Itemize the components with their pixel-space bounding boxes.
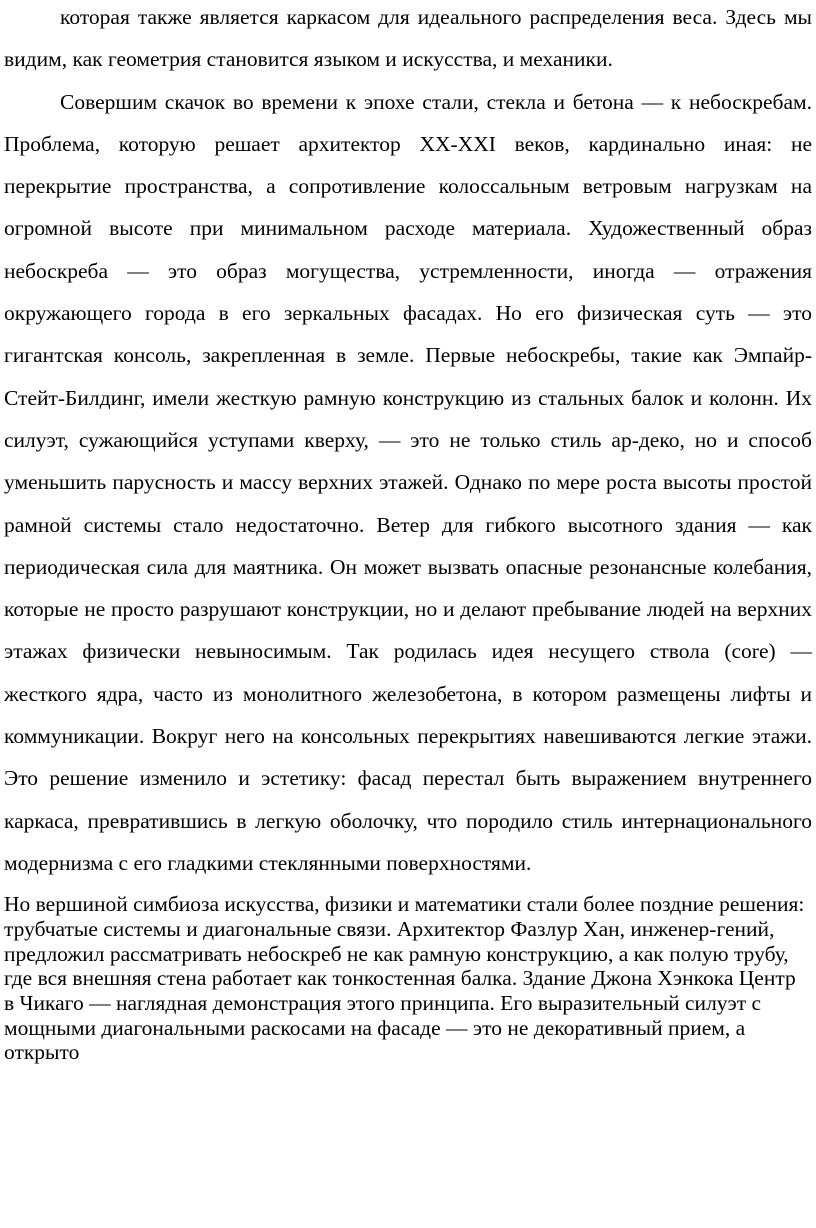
paragraph-skyscrapers: Совершим скачок во времени к эпохе стали, стекла и бетона — к небоскребам. Проблема, которую решает архитектор XX-XXI веков, кардинально иная: не перекрытие пространства, а сопротивление колоссальным ветровым нагрузкам на огромной высоте при минимальном расходе материала. Художественный образ небоскреба — это образ могущества, устремленности, иногда — отражения окружающего города в его зеркальных фасадах. Но его физическая суть — это гигантская консоль, закрепленная в земле. Первые небоскребы, такие как Эмпайр-Стейт-Билдинг, имели жесткую рамную конструкцию из стальных балок и колонн. Их силуэт, сужающийся уступами кверху, — это не только стиль ар-деко, но и способ уменьшить парусность и массу верхних этажей. Однако по мере роста высоты простой рамной системы стало недостаточно. Ветер для гибкого высотного здания — как периодическая сила для маятника. Он может вызвать опасные резонансные колебания, которые не просто разрушают конструкции, но и делают пребывание людей на верхних этажах физически невыносимым. Так родилась идея несущего ствола (core) — жесткого ядра, часто из монолитного железобетона, в котором размещены лифты и коммуникации. Вокруг него на консольных перекрытиях навешиваются легкие этажи. Это решение изменило и эстетику: фасад перестал быть выражением внутреннего каркаса, превратившись в легкую оболочку, что породило стиль интернационального модернизма с его гладкими стеклянными поверхностями. [4,89,812,875]
paragraph-tube-systems: Но вершиной симбиоза искусства, физики и математики стали более поздние решения: трубчатые системы и диагональные связи. Архитектор Фазлур Хан, инженер-гений, предложил рассматривать небоскреб не как рамную конструкцию, а как полую трубу, где вся внешняя стена работает как тонкостенная балка. Здание Джона Хэнкока Центр в Чикаго — наглядная демонстрация этого принципа. Его выразительный силуэт с мощными диагональными раскосами на фасаде — это не декоративный прием, а открыто [4,892,805,1065]
paragraph-continuation: которая также является каркасом для идеального распределения веса. Здесь мы видим, как геометрия становится языком и искусства, и механики. [4,5,812,72]
